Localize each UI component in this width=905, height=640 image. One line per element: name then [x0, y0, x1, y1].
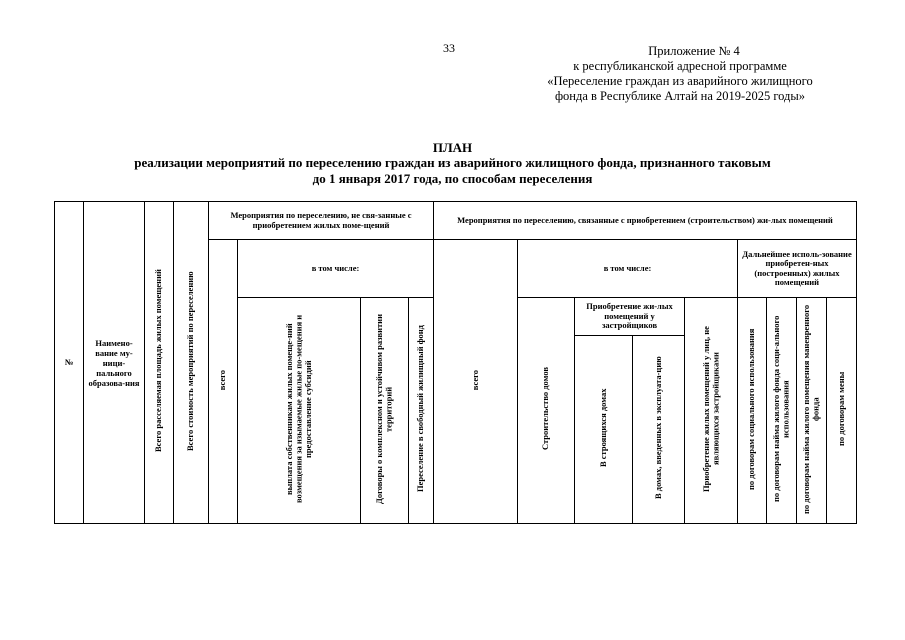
col-number-header: № [55, 202, 84, 524]
acquisition-developers-header: Приобретение жи-лых помещений у застройщиков [575, 298, 685, 336]
appendix-header [500, 44, 860, 104]
appendix-line-3: «Переселение граждан из аварийного жилищного [547, 74, 813, 88]
col-construction-header: Строительство домов [518, 298, 575, 524]
document-subtitle-line-1: реализации мероприятий по переселению граждан из аварийного жилищного фонда, признанного таковым [134, 155, 771, 170]
col-free-fund-header: Переселение в свободный жилищный фонд [409, 298, 434, 524]
appendix-line-1: Приложение № 4 [648, 44, 740, 58]
further-use-header: Дальнейшее исполь-зование приобретен-ных (построенных) жилых помещений [738, 240, 857, 298]
col-municipality-header: Наимено-вание му-ници-пального образова-ния [84, 202, 145, 524]
col-contracts-header: Договоры о комплексном и устойчивом развитии территорий [361, 298, 409, 524]
col-under-construction-header: В строящихся домах [575, 336, 633, 524]
col-cost-header: Всего стоимость мероприятий по переселению [174, 202, 209, 524]
document-subtitle-line-2: до 1 января 2017 года, по способам переселения [312, 171, 593, 186]
col-operational-header: В домах, введенных в эксплуата-цию [633, 336, 685, 524]
group-not-acquisition-header: Мероприятия по переселению, не свя-занные с приобретением жилых поме-щений [209, 202, 434, 240]
document-title: ПЛАН [432, 140, 473, 155]
col-social-rent-header: по договорам найма жилого фонда соци-ального использования [767, 298, 797, 524]
col-acq-nondev-header: Приобретение жилых помещений у лиц, не являющихся застройщиками [685, 298, 738, 524]
total-a-header: всего [209, 240, 238, 524]
col-exchange-header: по договорам мены [827, 298, 857, 524]
group-acquisition-header: Мероприятия по переселению, связанные с приобретением (строительством) жи-лых помещений [434, 202, 857, 240]
page-number: 33 [443, 41, 455, 55]
col-social-header: по договорам социального использования [738, 298, 767, 524]
col-area-header: Всего расселяемая площадь жилых помещений [145, 202, 174, 524]
appendix-line-4: фонда в Республике Алтай на 2019-2025 годы» [554, 89, 806, 103]
including-a-header: в том числе: [238, 240, 434, 298]
appendix-line-2: к республиканской адресной программе [573, 59, 787, 73]
total-b-header: всего [434, 240, 518, 524]
resettlement-plan-table [54, 201, 857, 524]
col-payment-header: выплата собственникам жилых помеще-ний возмещения за изымаемые жилые по-мещения и предоставление субсидий [238, 298, 361, 524]
col-maneuver-header: по договорам найма жилого помещения маневренного фонда [797, 298, 827, 524]
including-b-header: в том числе: [518, 240, 738, 298]
